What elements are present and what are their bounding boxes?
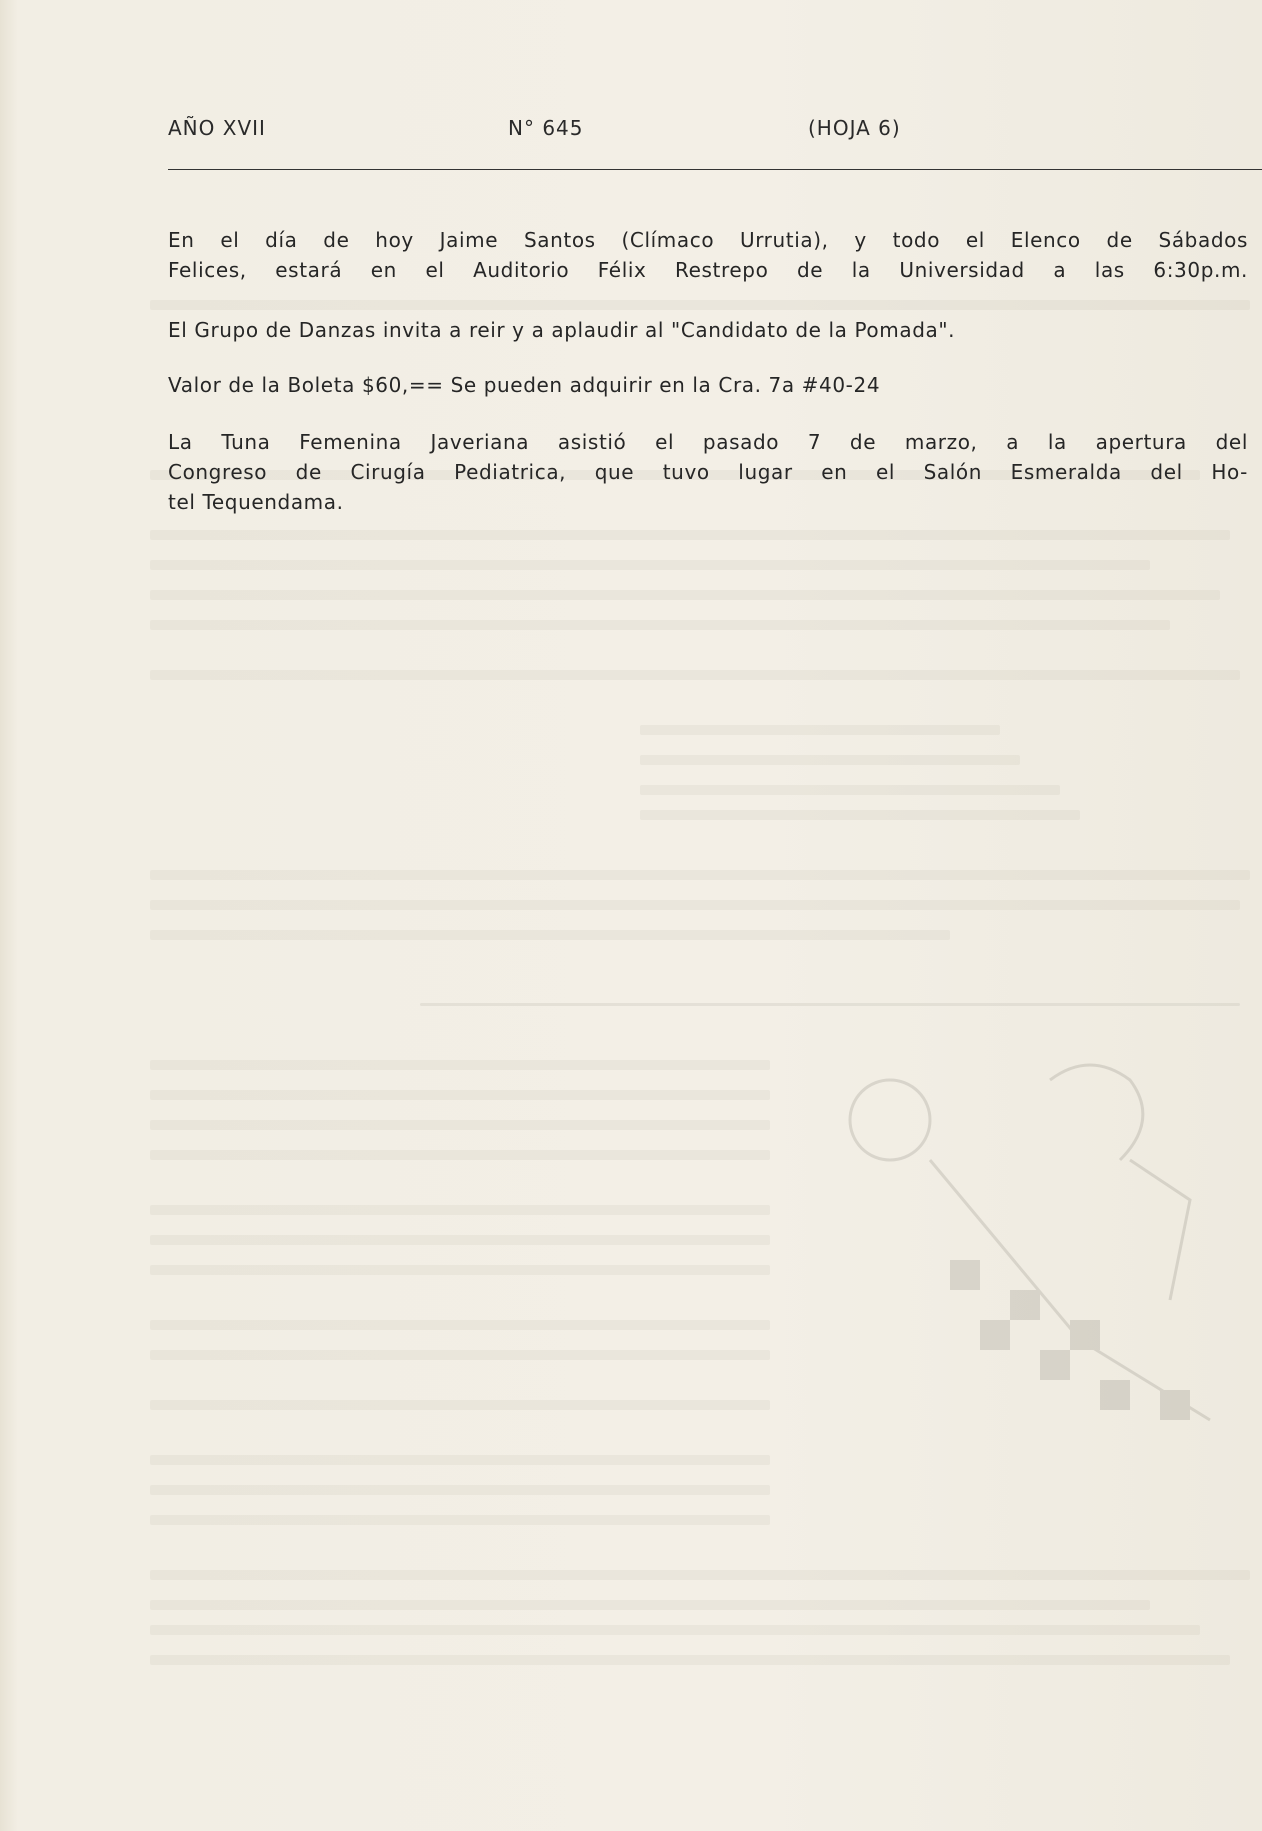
header-year: AÑO XVII xyxy=(168,116,266,140)
bleed-through-mark xyxy=(150,620,1170,630)
bleed-through-mark xyxy=(150,930,950,940)
bleed-through-mark xyxy=(150,1205,770,1215)
bleed-through-mark xyxy=(150,1265,770,1275)
paragraph-grupo-danzas xyxy=(168,315,1248,345)
bleed-through-mark xyxy=(150,1090,770,1100)
bleed-through-mark xyxy=(640,785,1060,795)
text-line: Valor de la Boleta $60,== Se pueden adquirir en la Cra. 7a #40-24 xyxy=(168,373,881,397)
bleed-through-rule xyxy=(420,1003,1240,1006)
bleed-through-mark xyxy=(150,1120,770,1130)
bleed-through-mark xyxy=(150,670,1240,680)
bleed-through-mark xyxy=(150,1235,770,1245)
header-sheet: (HOJA 6) xyxy=(808,116,901,140)
bleed-through-mark xyxy=(150,1350,770,1360)
bleed-through-mark xyxy=(150,590,1220,600)
paragraph-valor-boleta xyxy=(168,370,1248,400)
bleed-through-illustration xyxy=(830,1040,1250,1440)
bleed-through-mark xyxy=(150,870,1250,880)
bleed-through-mark xyxy=(150,1515,770,1525)
text-line: La Tuna Femenina Javeriana asistió el pasado 7 de marzo, a la apertura del xyxy=(168,430,1248,454)
text-line: Felices, estará en el Auditorio Félix Restrepo de la Universidad a las 6:30p.m. xyxy=(168,258,1248,282)
bleed-through-mark xyxy=(150,1320,770,1330)
bleed-through-mark xyxy=(640,755,1020,765)
header-issue-number: N° 645 xyxy=(508,116,584,140)
paragraph-sabados-felices xyxy=(168,225,1248,285)
bleed-through-mark xyxy=(150,300,1250,310)
text-line: Congreso de Cirugía Pediatrica, que tuvo lugar en el Salón Esmeralda del Ho- xyxy=(168,460,1248,484)
page-header xyxy=(168,116,1258,146)
text-line: En el día de hoy Jaime Santos (Clímaco Urrutia), y todo el Elenco de Sábados xyxy=(168,228,1248,252)
paragraph-tuna-femenina xyxy=(168,427,1248,517)
text-line: El Grupo de Danzas invita a reir y a aplaudir al "Candidato de la Pomada". xyxy=(168,318,956,342)
bleed-through-mark xyxy=(640,725,1000,735)
bleed-through-mark xyxy=(640,810,1080,820)
bleed-through-mark xyxy=(150,1060,770,1070)
bleed-through-mark xyxy=(150,1150,770,1160)
bleed-through-mark xyxy=(150,530,1230,540)
bleed-through-mark xyxy=(150,1485,770,1495)
bleed-through-mark xyxy=(150,1570,1250,1580)
header-rule xyxy=(168,169,1262,170)
bleed-through-mark xyxy=(150,560,1150,570)
bleed-through-mark xyxy=(150,1625,1200,1635)
bleed-through-mark xyxy=(150,1400,770,1410)
bleed-through-mark xyxy=(150,1600,1150,1610)
bleed-through-mark xyxy=(150,1655,1230,1665)
bleed-through-mark xyxy=(150,1455,770,1465)
bleed-through-mark xyxy=(150,900,1240,910)
text-line: tel Tequendama. xyxy=(168,490,344,514)
